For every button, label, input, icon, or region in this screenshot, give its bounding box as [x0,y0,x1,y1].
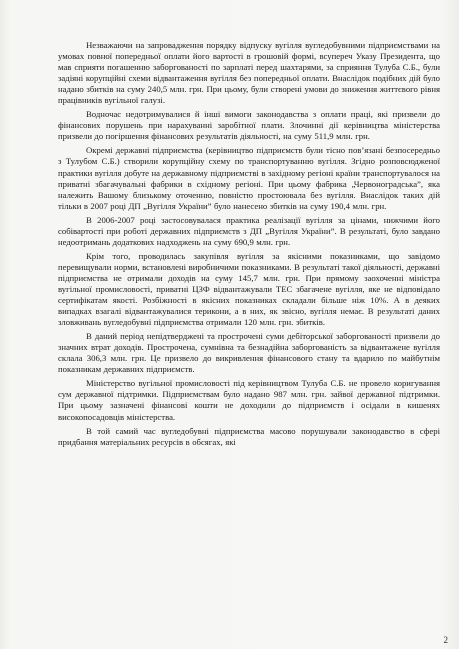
paragraph: Окремі державні підприємства (керівництво підприємств були тісно пов’язані безпосередньо з Тулубом С.Б.) створили корупційну схему по транспортуванню вугілля. Згідно розповсюдженої практики вугілля добуте на державному підприємстві в західному регіоні країни транспортувалося на приватні збагачувальні фабрики в східному регіоні. При цьому фабрика „Червоноградська”, яка належить Вашому близькому оточенню, повністю простоювала без вугілля. Внаслідок таких дій тільки в 2007 році ДП „Вугілля України” було нанесено збитків на суму 190,4 млн. грн. [58,145,440,211]
paragraph: Незважаючи на запровадження порядку відпуску вугілля вугледобувними підприємствами на умовах повної попередньої оплати його вартості в грошовій формі, всупереч Указу Президента, що мав сприяти погашенню заборгованості по зарплаті перед шахтарями, за сприяння Тулуба С.Б., були задіяні корупційні схеми відвантаження вугілля без попередньої оплати. Внаслідок подібних дій було надано збитків на суму 240,5 млн. грн. При цьому, були створені умови до зниження життєвого рівня працівників вугільної галузі. [58,40,440,106]
page-number: 2 [443,635,448,645]
paragraph: Крім того, проводилась закупівля вугілля за якісними показниками, що завідомо перевищували норми, встановлені виробничими показниками. В результаті такої діяльності, державні підприємства не отримали доходів на суму 145,7 млн. грн. При прямому заохоченні міністра вугільної промисловості, приватні ЦЗФ відвантажували ТЕС збагачене вугілля, яке не відповідало сертифікатам якості. Розбіжності в якісних показниках складали більше ніж 10%. А в деяких випадках взагалі відвантажувалися терикони, а в них, як звісно, вугілля немає. В результаті даних зловживань вугледобувні підприємства отримали 120 млн. грн. збитків. [58,250,440,328]
paragraph: В той самий час вугледобувні підприємства масово порушували законодавство в сфері придбання матеріальних ресурсів в обсягах, які [58,425,440,447]
paragraph: Водночас недотримувалися й інші вимоги законодавства з оплати праці, які призвели до фінансових порушень при нарахуванні заробітної плати. Злочинні дії керівництва міністерства призвели до погіршення фінансових результатів діяльності, на суму 511,9 млн. грн. [58,109,440,142]
document-body [58,40,440,448]
paragraph: Міністерство вугільної промисловості під керівництвом Тулуба С.Б. не провело коригування сум державної підтримки. Підприємствам було надано 987 млн. грн. зайвої державної підтримки. При цьому зазначені фінансові кошти не доходили до підприємств і осідали в кишенях високопосадовців міністерства. [58,378,440,422]
paragraph: В даний період непідтверджені та прострочені суми дебіторської заборгованості призвели до значних втрат доходів. Прострочена, сумнівна та безнадійна заборгованість за відвантажене вугілля склала 306,3 млн. грн. Це призвело до викривлення фінансового стану та вдарило по майбутнім показникам державних підприємств. [58,331,440,375]
paragraph: В 2006-2007 році застосовувалася практика реалізації вугілля за цінами, нижчими його собівартості при роботі державних підприємств з ДП „Вугілля України”. В результаті, було завдано недоотримань додаткових надходжень на суму 690,9 млн. грн. [58,214,440,247]
